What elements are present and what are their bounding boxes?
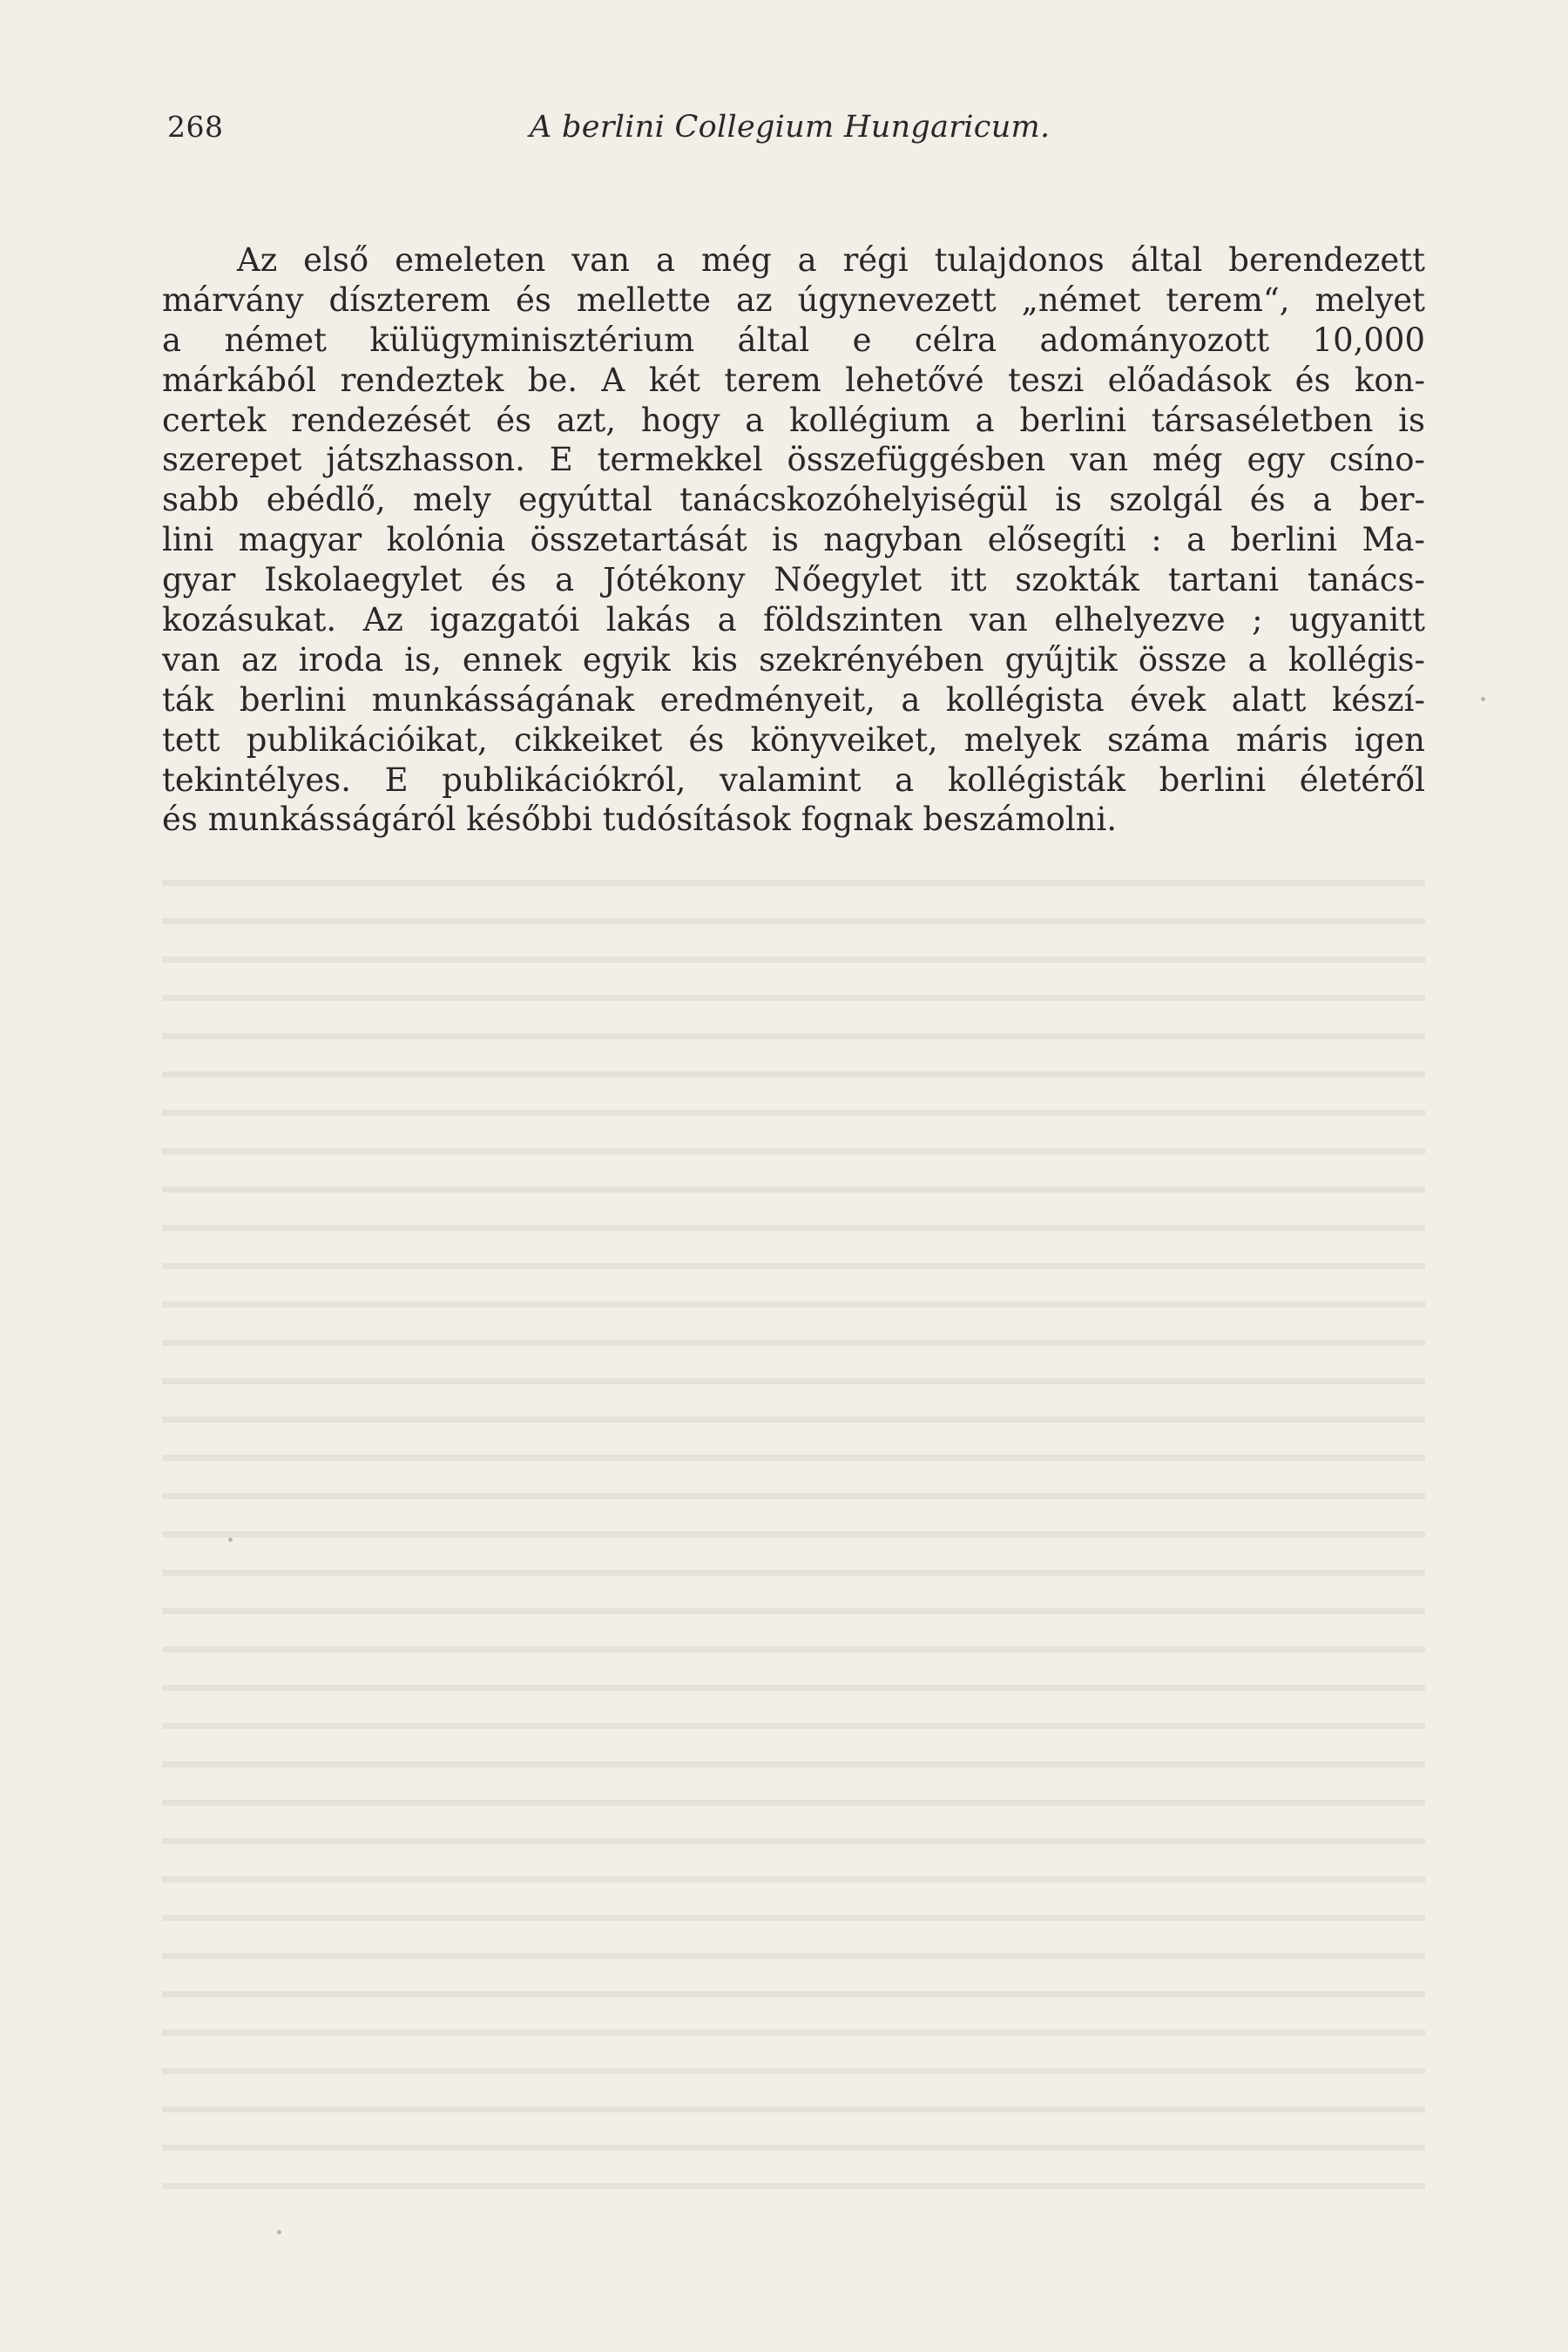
body-paragraph	[162, 240, 1425, 840]
text-line: márkából rendeztek be. A két terem lehetővé teszi előadások és kon-	[162, 361, 1425, 399]
paper-speck	[1481, 697, 1485, 701]
text-line: szerepet játszhasson. E termekkel összefüggésben van még egy csíno-	[162, 441, 1425, 479]
text-line: és munkásságáról későbbi tudósítások fognak beszámolni.	[162, 801, 1118, 839]
text-line: gyar Iskolaegylet és a Jótékony Nőegylet itt szokták tartani tanács-	[162, 561, 1425, 599]
text-line: certek rendezését és azt, hogy a kollégium a berlini társaséletben is	[162, 401, 1425, 439]
text-line: lini magyar kolónia összetartását is nagyban elősegíti : a berlini Ma-	[162, 521, 1425, 559]
text-line: van az iroda is, ennek egyik kis szekrényében gyűjtik össze a kollégis-	[162, 640, 1425, 679]
text-line: kozásukat. Az igazgatói lakás a földszinten van elhelyezve ; ugyanitt	[162, 601, 1425, 639]
text-line: tekintélyes. E publikációkról, valamint a kollégisták berlini életéről	[162, 760, 1425, 799]
reverse-side-bleed-through	[162, 862, 1425, 2221]
text-line: Az első emeleten van a még a régi tulajdonos által berendezett	[237, 241, 1425, 279]
paper-speck	[228, 1538, 233, 1542]
paper-speck	[277, 2230, 281, 2234]
text-line: tett publikációikat, cikkeiket és könyveiket, melyek száma máris igen	[162, 720, 1425, 759]
text-line: ták berlini munkásságának eredményeit, a kollégista évek alatt készí-	[162, 680, 1425, 719]
text-line: a német külügyminisztérium által e célra adományozott 10,000	[162, 321, 1425, 359]
text-line: márvány díszterem és mellette az úgynevezett „német terem“, melyet	[162, 280, 1425, 319]
text-line: sabb ebédlő, mely egyúttal tanácskozóhelyiségül is szolgál és a ber-	[162, 481, 1425, 519]
page-number: 268	[167, 110, 224, 144]
running-title: A berlini Collegium Hungaricum.	[530, 110, 1051, 145]
